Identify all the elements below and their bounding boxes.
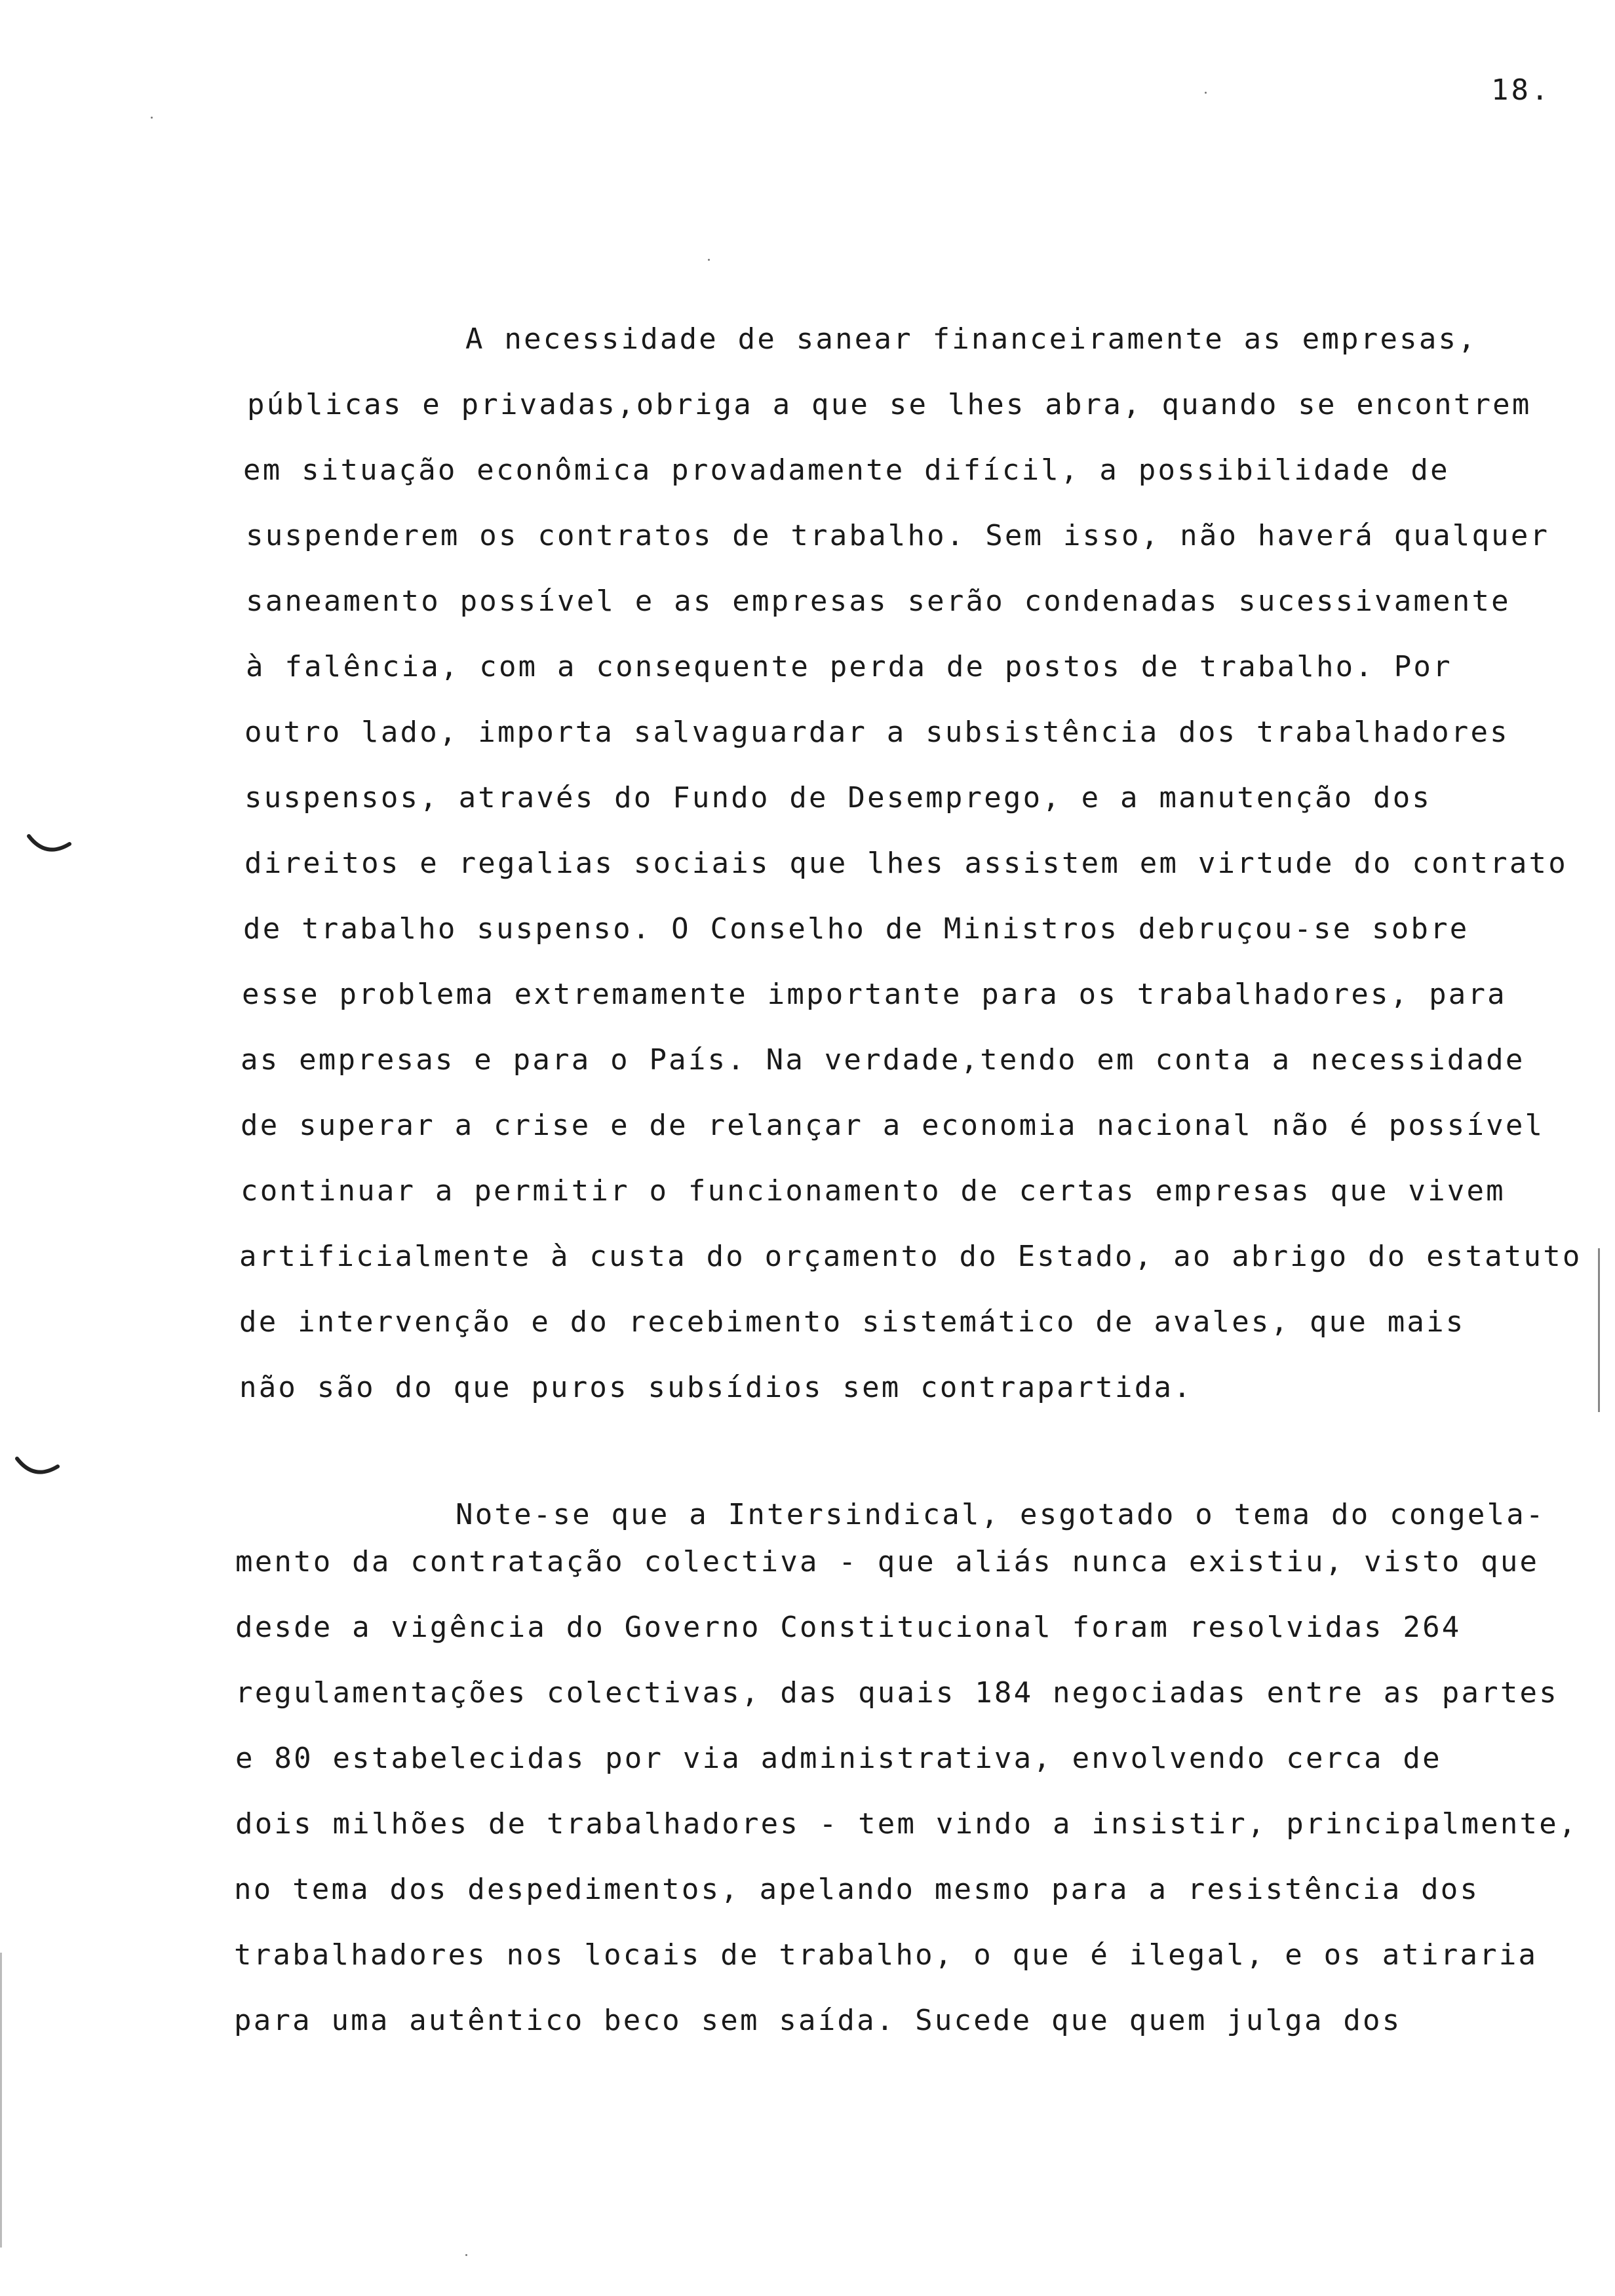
text-line: de intervenção e do recebimento sistemático de avales, que mais bbox=[239, 1305, 1466, 1339]
binding-mark-icon bbox=[14, 1455, 60, 1481]
text-line: A necessidade de sanear financeiramente as empresas, bbox=[465, 322, 1477, 356]
text-line: para uma autêntico beco sem saída. Sucede que quem julga dos bbox=[234, 2004, 1402, 2037]
text-line: continuar a permitir o funcionamento de certas empresas que vivem bbox=[241, 1174, 1506, 1208]
text-line: de superar a crise e de relançar a economia nacional não é possível bbox=[241, 1109, 1545, 1142]
text-line: à falência, com a consequente perda de postos de trabalho. Por bbox=[246, 650, 1452, 683]
page-number: 18. bbox=[1491, 73, 1551, 107]
text-line: dois milhões de trabalhadores - tem vindo a insistir, principalmente, bbox=[235, 1807, 1578, 1841]
binding-mark-icon bbox=[26, 832, 72, 858]
text-line: artificialmente à custa do orçamento do Estado, ao abrigo do estatuto bbox=[239, 1240, 1582, 1273]
scan-speck bbox=[151, 117, 153, 119]
text-line: esse problema extremamente importante para os trabalhadores, para bbox=[242, 978, 1507, 1011]
text-line: desde a vigência do Governo Constitucional foram resolvidas 264 bbox=[235, 1611, 1462, 1644]
text-line: públicas e privadas,obriga a que se lhes abra, quando se encontrem bbox=[247, 388, 1532, 421]
scan-speck bbox=[708, 259, 710, 261]
text-line: suspenderem os contratos de trabalho. Sem isso, não haverá qualquer bbox=[246, 519, 1550, 552]
text-line: mento da contratação colectiva - que aliás nunca existiu, visto que bbox=[235, 1545, 1540, 1578]
text-line: outro lado, importa salvaguardar a subsistência dos trabalhadores bbox=[244, 716, 1509, 749]
text-line: Note-se que a Intersindical, esgotado o tema do congela- bbox=[456, 1498, 1546, 1531]
text-line: suspensos, através do Fundo de Desemprego, e a manutenção dos bbox=[244, 781, 1432, 814]
text-line: e 80 estabelecidas por via administrativa, envolvendo cerca de bbox=[235, 1742, 1442, 1775]
text-line: não são do que puros subsídios sem contrapartida. bbox=[239, 1371, 1193, 1404]
scan-speck bbox=[1205, 92, 1207, 94]
text-line: saneamento possível e as empresas serão condenadas sucessivamente bbox=[246, 584, 1511, 618]
margin-rule bbox=[1598, 1248, 1600, 1412]
text-line: de trabalho suspenso. O Conselho de Ministros debruçou-se sobre bbox=[243, 912, 1469, 946]
scan-speck bbox=[465, 2254, 467, 2256]
text-line: trabalhadores nos locais de trabalho, o que é ilegal, e os atiraria bbox=[234, 1938, 1538, 1972]
scan-edge bbox=[0, 1953, 2, 2248]
text-line: as empresas e para o País. Na verdade,tendo em conta a necessidade bbox=[241, 1043, 1525, 1077]
text-line: no tema dos despedimentos, apelando mesmo para a resistência dos bbox=[234, 1873, 1480, 1906]
text-line: regulamentações colectivas, das quais 184 negociadas entre as partes bbox=[235, 1676, 1559, 1710]
text-line: em situação econômica provadamente difícil, a possibilidade de bbox=[243, 453, 1450, 487]
text-line: direitos e regalias sociais que lhes assistem em virtude do contrato bbox=[244, 847, 1568, 880]
